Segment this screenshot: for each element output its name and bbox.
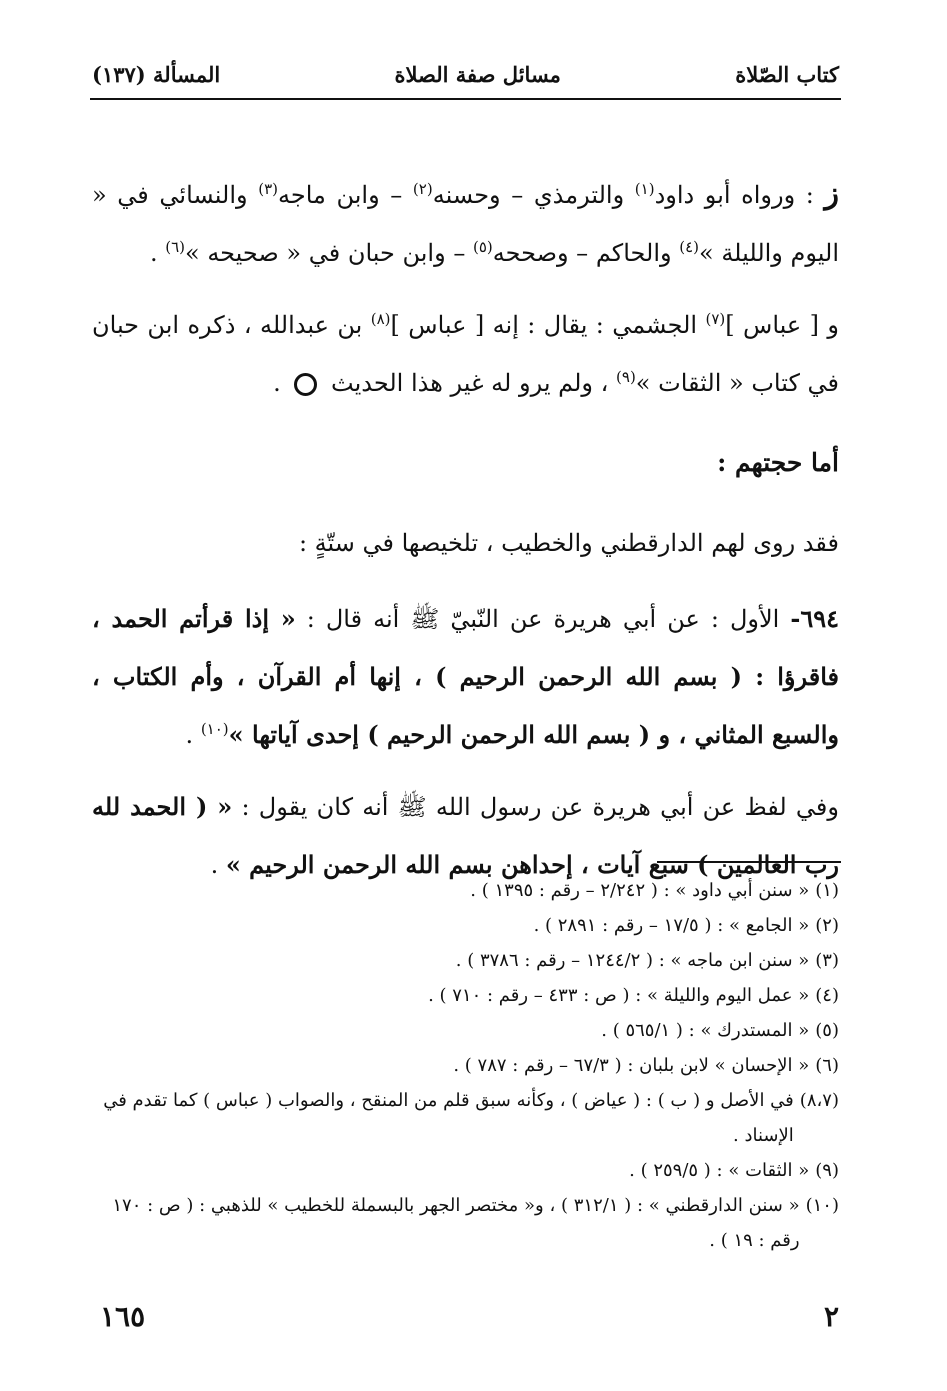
- page-footer: [100, 1296, 839, 1336]
- circle-end-mark: [294, 373, 317, 396]
- volume-number: ٢: [823, 1299, 839, 1333]
- footnote-9: (٩) « الثقات » : ( ٢٥٩/٥ ) .: [629, 1160, 839, 1181]
- footnote-rule: [657, 861, 841, 863]
- paragraph-narrator: و [ عباس ]$^{(٧)}$ الجشمي : يقال : إنه [ عباس ]$^{(٨)}$ بن عبدالله ، ذكره ابن حبان في كتاب « الثقات »$^{(٩)}$ ، ولم يرو له غير هذا الحديث .: [92, 310, 840, 397]
- footnote-ref-4[interactable]: (٤): [679, 238, 699, 256]
- footnote-ref-2[interactable]: (٢): [412, 180, 433, 198]
- issue-label: المسألة (١٣٧): [92, 61, 221, 87]
- hadith-text: « إذا قرأتم الحمد ، فاقرؤا : ( بسم الله الرحمن الرحيم ) ، إنها أم القرآن ، وأم الكتاب ، والسبع المثاني ، و ( بسم الله الرحمن الرحيم ) إحدى آياتها »: [92, 604, 839, 749]
- footnote-ref-7[interactable]: (٧): [705, 310, 726, 328]
- footnote-3: (٣) « سنن ابن ماجه » : ( ١٢٤٤/٢ – رقم : ٣٧٨٦ ) .: [455, 950, 839, 971]
- footnote-5: (٥) « المستدرك » : ( ٥٦٥/١ ) .: [601, 1020, 839, 1041]
- footnote-ref-8[interactable]: (٨): [370, 310, 391, 328]
- footnote-2: (٢) « الجامع » : ( ١٧/٥ – رقم : ٢٨٩١ ) .: [533, 915, 839, 936]
- footnote-ref-9[interactable]: (٩): [616, 368, 636, 386]
- header-rule: [90, 98, 841, 100]
- footnote-1: (١) « سنن أبي داود » : ( ٢/٢٤٢ – رقم : ١٣٩٥ ) .: [470, 880, 839, 901]
- section-heading: أما حجتهم :: [717, 448, 839, 477]
- variant-text: « ( الحمد لله رب العالمين ) سبع آيات ، إحداهن بسم الله الرحمن الرحيم »: [92, 792, 839, 879]
- footnote-ref-3[interactable]: (٣): [258, 180, 278, 198]
- footnote-6: (٦) « الإحسان » لابن بلبان : ( ٦٧/٣ – رقم : ٧٨٧ ) .: [453, 1055, 839, 1076]
- running-header: [92, 56, 839, 92]
- footnote-ref-6[interactable]: (٦): [165, 238, 185, 256]
- paragraph-takhrij: ز : ورواه أبو داود$^{(١)}$ والترمذي – وحسنه$^{(٢)}$ – وابن ماجه$^{(٣)}$ والنسائي في « اليوم والليلة »$^{(٤)}$ والحاكم – وصححه$^{(٥)}$ – وابن حبان في « صحيحه »$^{(٦)}$ .: [92, 176, 840, 267]
- hadith-694: ٦٩٤- الأول : عن أبي هريرة عن النّبيّ ﷺ أنه قال : « إذا قرأتم الحمد ، فاقرؤا : ( بسم الله الرحمن الرحيم ) ، إنها أم القرآن ، وأم الكتاب ، والسبع المثاني ، و ( بسم الله الرحمن الرحيم ) إحدى آياتها »$^{(١٠)}$ .: [92, 604, 839, 749]
- main-text: [92, 165, 839, 894]
- z-symbol: ز: [824, 176, 840, 211]
- footnote-10: (١٠) « سنن الدارقطني » : ( ٣١٢/١ ) ، و« مختصر الجهر بالبسملة للخطيب » للذهبي : ( ص : ١٧٠ رقم : ١٩ ) .: [112, 1195, 839, 1251]
- footnote-7-8: (٨،٧) في الأصل و ( ب ) : ( عياض ) ، وكأنه سبق قلم من المنقح ، والصواب ( عباس ) كما تقدم في الإسناد .: [103, 1090, 839, 1146]
- footnotes: [92, 873, 839, 1258]
- footnote-ref-5[interactable]: (٥): [472, 238, 493, 256]
- hadith-number: ٦٩٤-: [790, 604, 839, 633]
- section-title: مسائل صفة الصلاة: [394, 61, 561, 87]
- book-title: كتاب الصّلاة: [735, 61, 839, 87]
- hadith-variant: وفي لفظ عن أبي هريرة عن رسول الله ﷺ أنه كان يقول : « ( الحمد لله رب العالمين ) سبع آيات ، إحداهن بسم الله الرحمن الرحيم » .: [92, 792, 839, 879]
- page-number: ١٦٥: [100, 1299, 146, 1333]
- footnote-ref-10[interactable]: (١٠): [200, 720, 229, 738]
- footnote-ref-1[interactable]: (١): [634, 180, 655, 198]
- footnote-4: (٤) « عمل اليوم والليلة » : ( ص : ٤٣٣ – رقم : ٧١٠ ) .: [428, 985, 839, 1006]
- paragraph-intro: فقد روى لهم الدارقطني والخطيب ، تلخيصها في ستّةٍ :: [298, 529, 839, 557]
